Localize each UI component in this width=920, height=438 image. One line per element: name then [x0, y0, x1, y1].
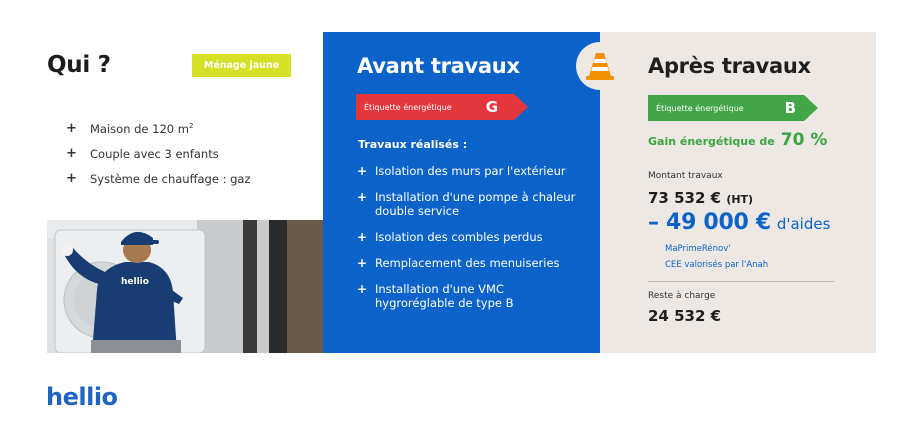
- energy-gain-value: 70 %: [780, 130, 828, 150]
- divider: [648, 281, 834, 282]
- plus-icon: +: [66, 171, 77, 186]
- aid-value: – 49 000 €: [648, 210, 771, 235]
- plus-icon: +: [357, 230, 368, 244]
- fact-text: Maison de 120 $m^2$: [90, 121, 194, 136]
- works-item: [357, 164, 587, 178]
- energy-gain: [648, 130, 827, 150]
- energy-gain-label: Gain énergétique de: [648, 135, 775, 148]
- traffic-cone-icon: [576, 42, 624, 90]
- works-item: [357, 282, 587, 310]
- plus-icon: +: [357, 190, 368, 204]
- energy-label-text: Étiquette énergétique: [656, 103, 744, 113]
- works-item-text: Installation d'une pompe à chaleur double service: [375, 190, 576, 218]
- amount-label: Montant travaux: [648, 171, 723, 181]
- fact-item: [66, 116, 251, 141]
- works-list: [357, 164, 587, 322]
- energy-label-after: [648, 95, 818, 121]
- fact-item: [66, 166, 251, 191]
- works-item-text: Isolation des combles perdus: [375, 230, 543, 244]
- aid-unit: d'aides: [776, 215, 831, 233]
- aid-source: MaPrimeRénov': [665, 244, 731, 254]
- aid-source: CEE valorisés par l'Anah: [665, 260, 769, 270]
- aid-amount: [648, 210, 830, 235]
- after-works-panel: [600, 32, 876, 353]
- before-works-panel: [323, 32, 600, 353]
- brand-logo: hellio: [46, 383, 118, 411]
- plus-icon: +: [357, 164, 368, 178]
- energy-class-letter: B: [784, 99, 796, 117]
- fact-item: [66, 141, 251, 166]
- svg-text:hellio: hellio: [121, 277, 149, 287]
- before-title: Avant travaux: [357, 54, 520, 78]
- works-item: [357, 190, 587, 218]
- works-item-text: Isolation des murs par l'extérieur: [375, 164, 566, 178]
- plus-icon: +: [357, 282, 368, 296]
- energy-class-letter: G: [485, 98, 498, 116]
- fact-text: Système de chauffage : gaz: [90, 171, 251, 186]
- works-item-text: Remplacement des menuiseries: [375, 256, 560, 270]
- plus-icon: +: [66, 146, 77, 161]
- plus-icon: +: [66, 121, 77, 136]
- household-badge: Ménage jaune: [192, 54, 291, 77]
- fact-text: Couple avec 3 enfants: [90, 146, 219, 161]
- remaining-label: Reste à charge: [648, 291, 716, 301]
- amount-value: 73 532 € (HT): [648, 189, 754, 207]
- household-facts: [66, 116, 251, 191]
- after-title: Après travaux: [648, 54, 811, 78]
- energy-label-text: Étiquette énergétique: [364, 102, 452, 112]
- works-title: Travaux réalisés :: [358, 138, 468, 151]
- works-item: [357, 230, 587, 244]
- plus-icon: +: [357, 256, 368, 270]
- works-item-text: Installation d'une VMC hygroréglable de type B: [375, 282, 514, 310]
- technician-photo: [47, 220, 323, 353]
- who-title: Qui ?: [47, 52, 111, 78]
- remaining-value: 24 532 €: [648, 307, 722, 325]
- energy-label-before: [356, 94, 528, 120]
- works-item: [357, 256, 587, 270]
